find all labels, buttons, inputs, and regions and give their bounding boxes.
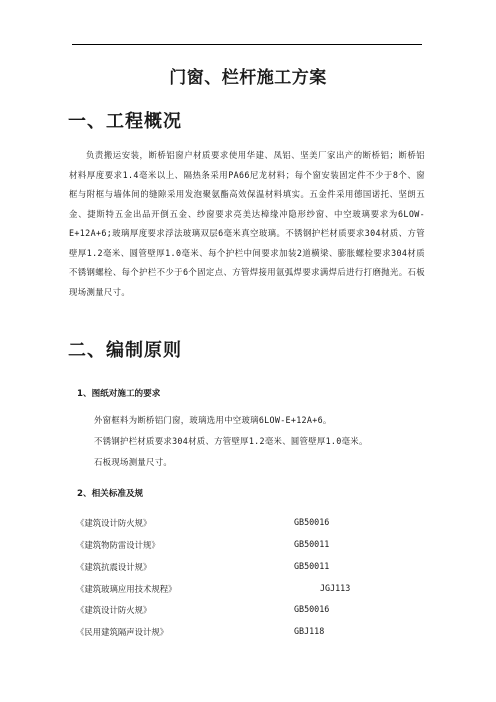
subsection-heading-drawing-requirements: 1、图纸对施工的要求 [77,389,161,399]
standard-name: 《民用建筑隔声设计规》 [76,627,169,637]
standard-code: GB50011 [294,539,330,549]
standard-row [76,517,436,531]
requirement-line: 石板现场测量尺寸。 [94,457,173,467]
standard-row [76,539,436,553]
document-title: 门窗、栏杆施工方案 [169,68,327,88]
standard-row [76,561,436,575]
standard-row [76,583,436,597]
requirement-line: 不锈钢护栏材质要求304材质、方管壁厚1.2毫米、圆管壁厚1.0毫米。 [94,436,368,446]
standard-row [76,626,436,640]
standard-name: 《建筑物防雷设计规》 [76,540,160,550]
standard-code: GB50016 [294,604,330,614]
subsection-heading-standards: 2、相关标准及规 [77,489,144,499]
section-heading-overview: 一、工程概况 [68,111,182,132]
header-rule [72,44,422,45]
standard-name: 《建筑抗震设计规》 [76,562,152,572]
requirement-line: 外窗框料为断桥铝门窗，玻璃选用中空玻璃6LOW-E+12A+6。 [94,415,332,425]
standard-name: 《建筑设计防火规》 [76,518,152,528]
standard-name: 《建筑玻璃应用技术规程》 [76,584,177,594]
standard-code: JGJ113 [320,583,351,593]
standard-row [76,604,436,618]
standard-code: GB50011 [294,561,330,571]
standard-code: GB50016 [294,517,330,527]
standard-name: 《建筑设计防火规》 [76,605,152,615]
overview-paragraph: 负责搬运安装，断桥铝窗户材质要求使用华建、凤铝、坚美厂家出产的断桥铝；断桥铝材料厚度要求1.4毫米以上、隔热条采用PA66尼龙材料；每个窗安装固定件不少于8个、窗框与附框与墙体间的缝隙采用发泡聚氨酯高效保温材料填实。五金件采用德国诺托、坚朗五金、捷斯特五金出品开倒五金、纱窗要求亮美达樟缘冲隐形纱窗、中空玻璃要求为6LOW-E+12A+6;玻璃厚度要求浮法玻璃双层6毫米真空玻璃。不锈钢护栏材质要求304材质、方管壁厚1.2毫米、圆管壁厚1.0毫米、每个护栏中间要求加装2道横梁、膨胀螺栓要求304材质不锈钢螺栓、每个护栏不少于6个固定点、方管焊接用氩弧焊要求满焊后进行打磨抛光。石板现场测量尺寸。 [69,150,425,297]
section-heading-principles: 二、编制原则 [68,340,182,361]
standard-code: GBJ118 [294,626,325,636]
